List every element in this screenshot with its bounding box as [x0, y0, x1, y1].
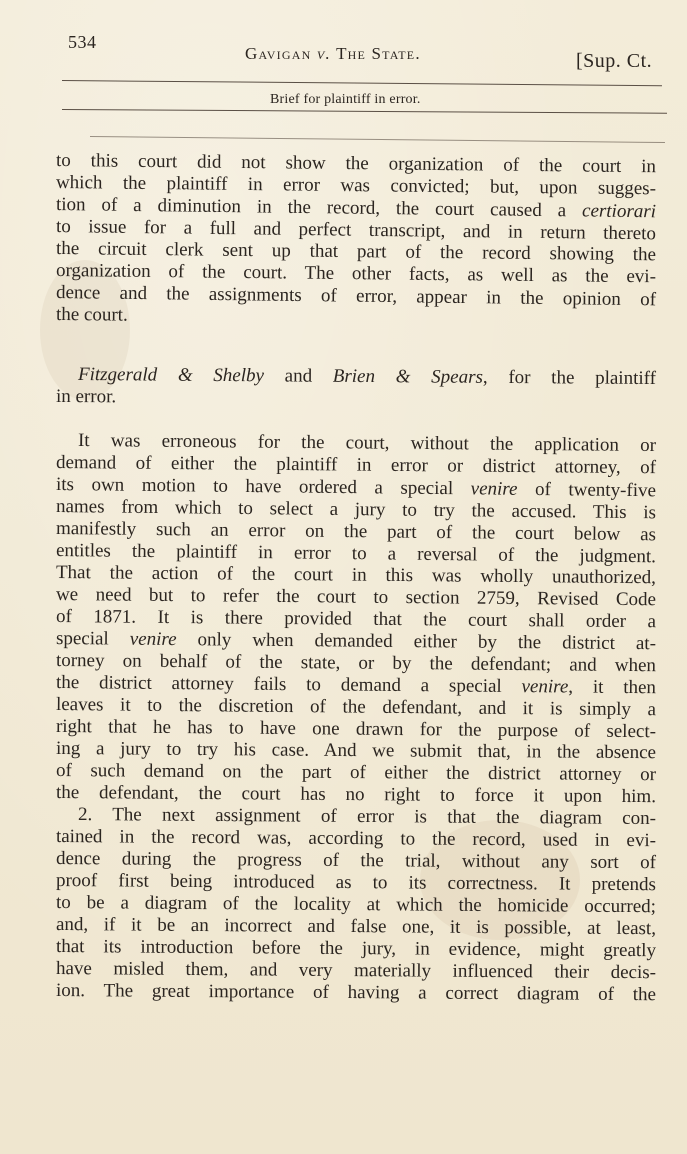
text-span: have misled them, and very materially influenced their decis-	[55, 958, 657, 984]
text-span: that its introduction before the jury, in evidence, might greatly	[55, 936, 657, 962]
text-span: right that he has to have one drawn for the purpose of select-	[55, 716, 657, 743]
italic-span: venire	[129, 628, 177, 651]
text-span: to be a diagram of the locality at which the homicide occurred;	[55, 892, 657, 918]
text-span: which the plaintiff in error was convicted; but, upon sugges-	[55, 172, 657, 200]
text-span: of 1871. It is there provided that the court shall order a	[55, 606, 657, 633]
text-span: to issue for a full and perfect transcript, and in return thereto	[55, 216, 657, 245]
text-span: organization of the court. The other facts, as well as the evi-	[55, 260, 657, 288]
text-span: we need but to refer the court to section 2759, Revised Code	[55, 584, 657, 611]
text-span: of twenty-five	[517, 478, 657, 502]
running-head-versus: v.	[316, 44, 331, 63]
text-span: names from which to select a jury to try the accused. This is	[55, 496, 657, 524]
text-span: in error.	[55, 386, 117, 408]
section-subhead: Brief for plaintiff in error.	[270, 92, 421, 107]
text-span: dence during the progress of the trial, without any sort of	[55, 848, 657, 874]
text-span: and, if it be an incorrect and false one, it is possible, at least,	[55, 914, 657, 940]
italic-span: Fitzgerald & Shelby	[77, 364, 265, 387]
text-line	[56, 980, 656, 1006]
text-span: the court.	[55, 304, 128, 326]
text-span: That the action of the court in this was wholly unauthorized,	[55, 562, 657, 589]
text-line	[56, 304, 656, 331]
text-span: ion. The great importance of having a correct diagram of the	[55, 980, 657, 1006]
text-line	[56, 386, 656, 411]
text-span: demand of either the plaintiff in error or district attorney, of	[55, 452, 657, 479]
text-span: leaves it to the discretion of the defendant, and it is simply a	[55, 694, 657, 721]
court-label: [Sup. Ct.	[576, 50, 653, 72]
text-span: proof first being introduced as to its correctness. It pretends	[55, 870, 657, 896]
italic-span: Brien & Spears	[332, 365, 483, 388]
running-head-party: Gavigan	[245, 44, 312, 63]
text-span: the district attorney fails to demand a special	[55, 672, 522, 698]
text-span: of such demand on the part of either the district attorney or	[55, 760, 657, 786]
text-span: manifestly such an error on the part of the court below as	[55, 518, 657, 546]
running-head-party: The State.	[336, 44, 421, 63]
text-span: and	[263, 365, 333, 387]
text-span: ing a jury to try his case. And we submit that, in the absence	[55, 738, 657, 764]
text-span: the defendant, the court has no right to force it upon him.	[55, 782, 657, 808]
text-span: , for the plaintiff	[482, 366, 657, 390]
text-span: dence and the assignments of error, appear in the opinion of	[55, 282, 657, 311]
text-span: 2. The next assignment of error is that the diagram con-	[77, 804, 657, 830]
text-span: torney on behalf of the state, or by the defendant; and when	[55, 650, 657, 677]
text-span: , it then	[568, 676, 657, 699]
text-span: to this court did not show the organization of the court in	[55, 150, 657, 178]
text-span: only when demanded either by the district at-	[176, 629, 657, 655]
text-span: its own motion to have ordered a special	[55, 474, 471, 500]
italic-span: certiorari	[581, 200, 657, 223]
text-span: tion of a diminution in the record, the court caused a	[55, 194, 583, 222]
italic-span: venire	[521, 676, 569, 698]
italic-span: venire	[470, 478, 518, 500]
text-span: the circuit clerk sent up that part of the record showing the	[55, 238, 657, 266]
text-span: tained in the record was, according to the record, used in evi-	[55, 826, 657, 852]
text-span: special	[55, 628, 130, 650]
text-span: It was erroneous for the court, without the application or	[77, 430, 657, 457]
page-number: 534	[68, 32, 97, 52]
text-span: entitles the plaintiff in error to a reversal of the judgment.	[55, 540, 657, 568]
